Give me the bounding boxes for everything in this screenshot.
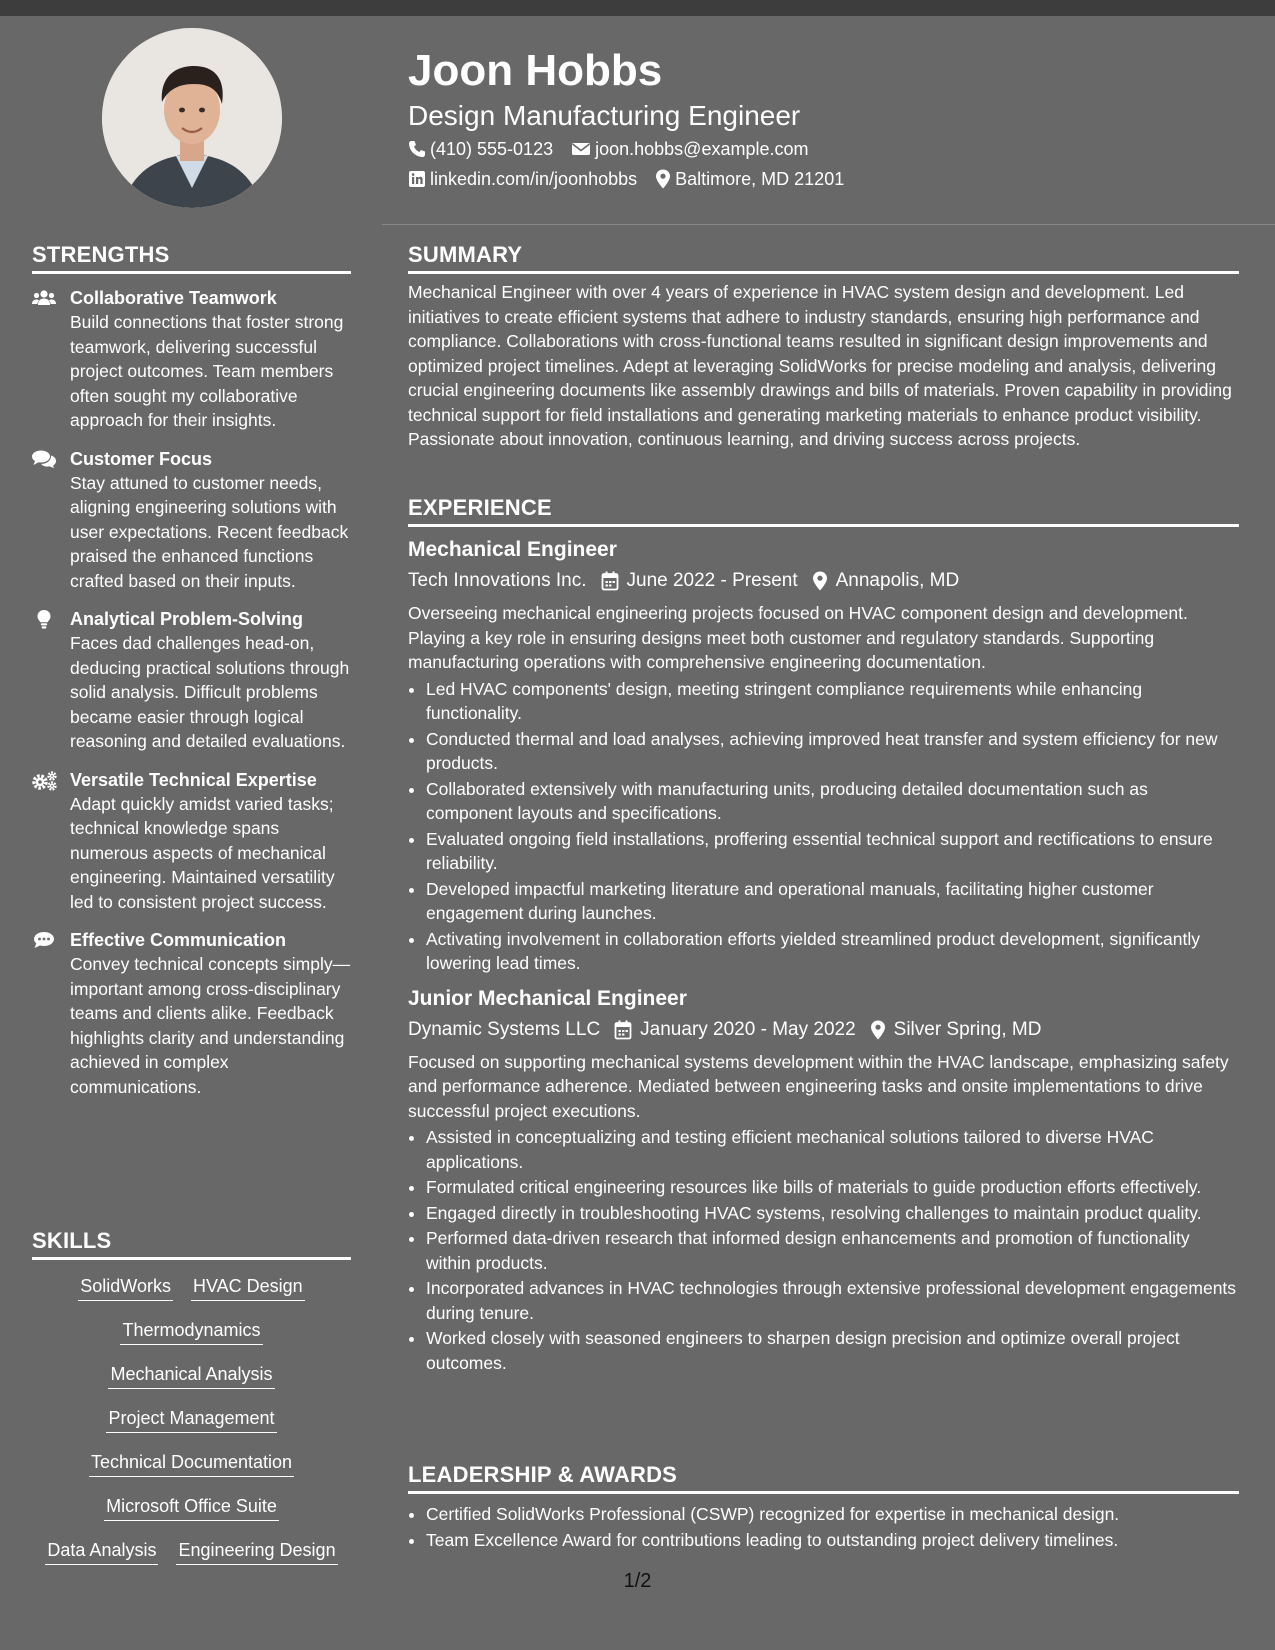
job-description: Focused on supporting mechanical systems development within the HVAC landscape, emphasizing safety and performance adherence. Mediated between engineering tasks and onsite implementations to drive successful project executions. [408, 1051, 1229, 1121]
profile-photo [102, 28, 282, 208]
job-bullet: • Assisted in conceptualizing and testing efficient mechanical solutions tailored to diverse HVAC applications. [426, 1125, 1239, 1174]
strengths-heading: STRENGTHS [32, 242, 351, 274]
map-marker-icon [812, 571, 836, 591]
job-bullet: • Incorporated advances in HVAC technologies through extensive professional development engagements during tenure. [426, 1276, 1239, 1325]
strength-title: Versatile Technical Expertise [70, 769, 317, 790]
candidate-name: Joon Hobbs [408, 46, 663, 95]
summary-text: Mechanical Engineer with over 4 years of experience in HVAC system design and development. Led initiatives to create efficient systems that adhere to industry standards, ensuring high performance and compliance. Collaborations with cross-functional teams resulted in significant design improvements and optimized project timelines. Adept at leveraging SolidWorks for precise modeling and analysis, delivering crucial engineering documents like assembly drawings and bills of materials. Proven capability in providing technical support for field installations and generating marketing materials to enhance product visibility. Passionate about innovation, continuous learning, and driving success across projects. [408, 282, 1232, 449]
skills-section [32, 1228, 351, 1582]
strength-description: Stay attuned to customer needs, aligning engineering solutions with user expectations. Recent feedback praised the enhanced functions crafted based on their inputs. [70, 472, 349, 591]
job-location: Silver Spring, MD [893, 1018, 1042, 1040]
company-name: Tech Innovations Inc. [408, 570, 587, 591]
envelope-icon [571, 141, 595, 157]
header-divider [382, 224, 1275, 225]
skill-tag: Project Management [106, 1406, 276, 1433]
skill-tag: Technical Documentation [89, 1450, 294, 1477]
award-item: • Certified SolidWorks Professional (CSWP) recognized for expertise in mechanical design. [426, 1502, 1239, 1527]
summary-section [408, 242, 1239, 452]
header [408, 28, 1239, 194]
skill-tag: Microsoft Office Suite [104, 1494, 279, 1521]
job-bullet: • Led HVAC components' design, meeting stringent compliance requirements while enhancing functionality. [426, 677, 1239, 726]
job-dates: January 2020 - May 2022 [640, 1018, 856, 1040]
skill-tag: Engineering Design [176, 1538, 337, 1565]
company-name: Dynamic Systems LLC [408, 1018, 601, 1040]
sidebar [32, 28, 351, 1560]
candidate-title: Design Manufacturing Engineer [408, 100, 801, 131]
gears-icon [32, 768, 70, 915]
strength-description: Build connections that foster strong teamwork, delivering successful project outcomes. Team members often sought my collaborative approach for their insights. [70, 312, 344, 430]
job-dates: June 2022 - Present [626, 570, 798, 591]
job-location: Annapolis, MD [835, 570, 960, 591]
job-entry [408, 535, 1239, 976]
job-bullet: • Conducted thermal and load analyses, achieving improved heat transfer and system efficiency for new products. [426, 727, 1239, 776]
skill-tag: Data Analysis [45, 1538, 158, 1565]
summary-heading: SUMMARY [408, 242, 1239, 274]
experience-section [408, 495, 1239, 1376]
calendar-icon [601, 571, 627, 591]
job-title: Junior Mechanical Engineer [408, 986, 687, 1010]
skills-heading: SKILLS [32, 1228, 351, 1260]
users-icon [32, 286, 70, 433]
comments-icon [32, 447, 70, 594]
phone-icon [408, 140, 430, 158]
linkedin-icon [408, 170, 430, 188]
job-bullet: • Performed data-driven research that informed design enhancements and promotion of functionality within products. [426, 1226, 1239, 1275]
job-title: Mechanical Engineer [408, 538, 617, 561]
comment-dots-icon [32, 928, 70, 1099]
awards-section [408, 1462, 1239, 1553]
strength-item [32, 768, 351, 915]
strength-description: Adapt quickly amidst varied tasks; technical knowledge spans numerous aspects of mechanical engineering. Maintained versatility led to consistent project success. [70, 793, 335, 912]
skill-tag: Thermodynamics [120, 1318, 262, 1345]
map-marker-icon [655, 169, 675, 189]
skill-tag: Mechanical Analysis [108, 1362, 274, 1389]
job-bullet: • Formulated critical engineering resources like bills of materials to guide production efforts effectively. [426, 1175, 1239, 1200]
job-bullet: • Collaborated extensively with manufacturing units, producing detailed documentation such as component layouts and specifications. [426, 777, 1239, 826]
experience-heading: EXPERIENCE [408, 495, 1239, 527]
skill-tag: HVAC Design [191, 1274, 305, 1301]
job-entry [408, 984, 1239, 1376]
job-bullet: • Developed impactful marketing literature and operational manuals, facilitating higher customer engagement during launches. [426, 877, 1239, 926]
lightbulb-icon [32, 607, 70, 754]
skill-tag: SolidWorks [78, 1274, 173, 1301]
strength-description: Convey technical concepts simply—important among cross-disciplinary teams and clients alike. Feedback highlights clarity and understanding achieved in complex communications. [70, 954, 351, 1097]
strength-item [32, 928, 351, 1099]
strength-title: Collaborative Teamwork [70, 288, 277, 308]
map-marker-icon [870, 1020, 894, 1040]
calendar-icon [614, 1020, 640, 1040]
job-bullet: • Engaged directly in troubleshooting HVAC systems, resolving challenges to maintain product quality. [426, 1201, 1239, 1226]
strength-title: Effective Communication [70, 930, 287, 950]
top-bar [0, 0, 1275, 16]
phone-link[interactable]: (410) 555-0123 [430, 139, 554, 159]
strength-item [32, 447, 351, 594]
job-bullet: • Worked closely with seasoned engineers to sharpen design precision and optimize overall project outcomes. [426, 1326, 1239, 1375]
email-link[interactable]: joon.hobbs@example.com [595, 139, 809, 159]
strength-item [32, 607, 351, 754]
page-number: 1/2 [623, 1570, 652, 1592]
job-description: Overseeing mechanical engineering projects focused on HVAC component design and development. Playing a key role in ensuring designs meet both customer and regulatory standards. Supporting manufacturing operations with comprehensive engineering documentation. [408, 603, 1188, 672]
job-bullet: • Evaluated ongoing field installations, proffering essential technical support and rectifications to ensure reliability. [426, 827, 1239, 876]
strength-title: Analytical Problem-Solving [70, 609, 304, 629]
location-text: Baltimore, MD 21201 [675, 169, 845, 189]
awards-heading: LEADERSHIP & AWARDS [408, 1462, 1239, 1494]
award-item: • Team Excellence Award for contributions leading to outstanding project delivery timelines. [426, 1528, 1239, 1553]
linkedin-link[interactable]: linkedin.com/in/joonhobbs [430, 169, 638, 189]
strength-description: Faces dad challenges head-on, deducing practical solutions through solid analysis. Difficult problems became easier through logical reasoning and detailed evaluations. [70, 633, 350, 751]
strength-title: Customer Focus [70, 448, 213, 469]
strengths-section [32, 242, 351, 1113]
job-bullet: • Activating involvement in collaboration efforts yielded streamlined product development, significantly lowering lead times. [426, 927, 1239, 976]
strength-item [32, 286, 351, 433]
